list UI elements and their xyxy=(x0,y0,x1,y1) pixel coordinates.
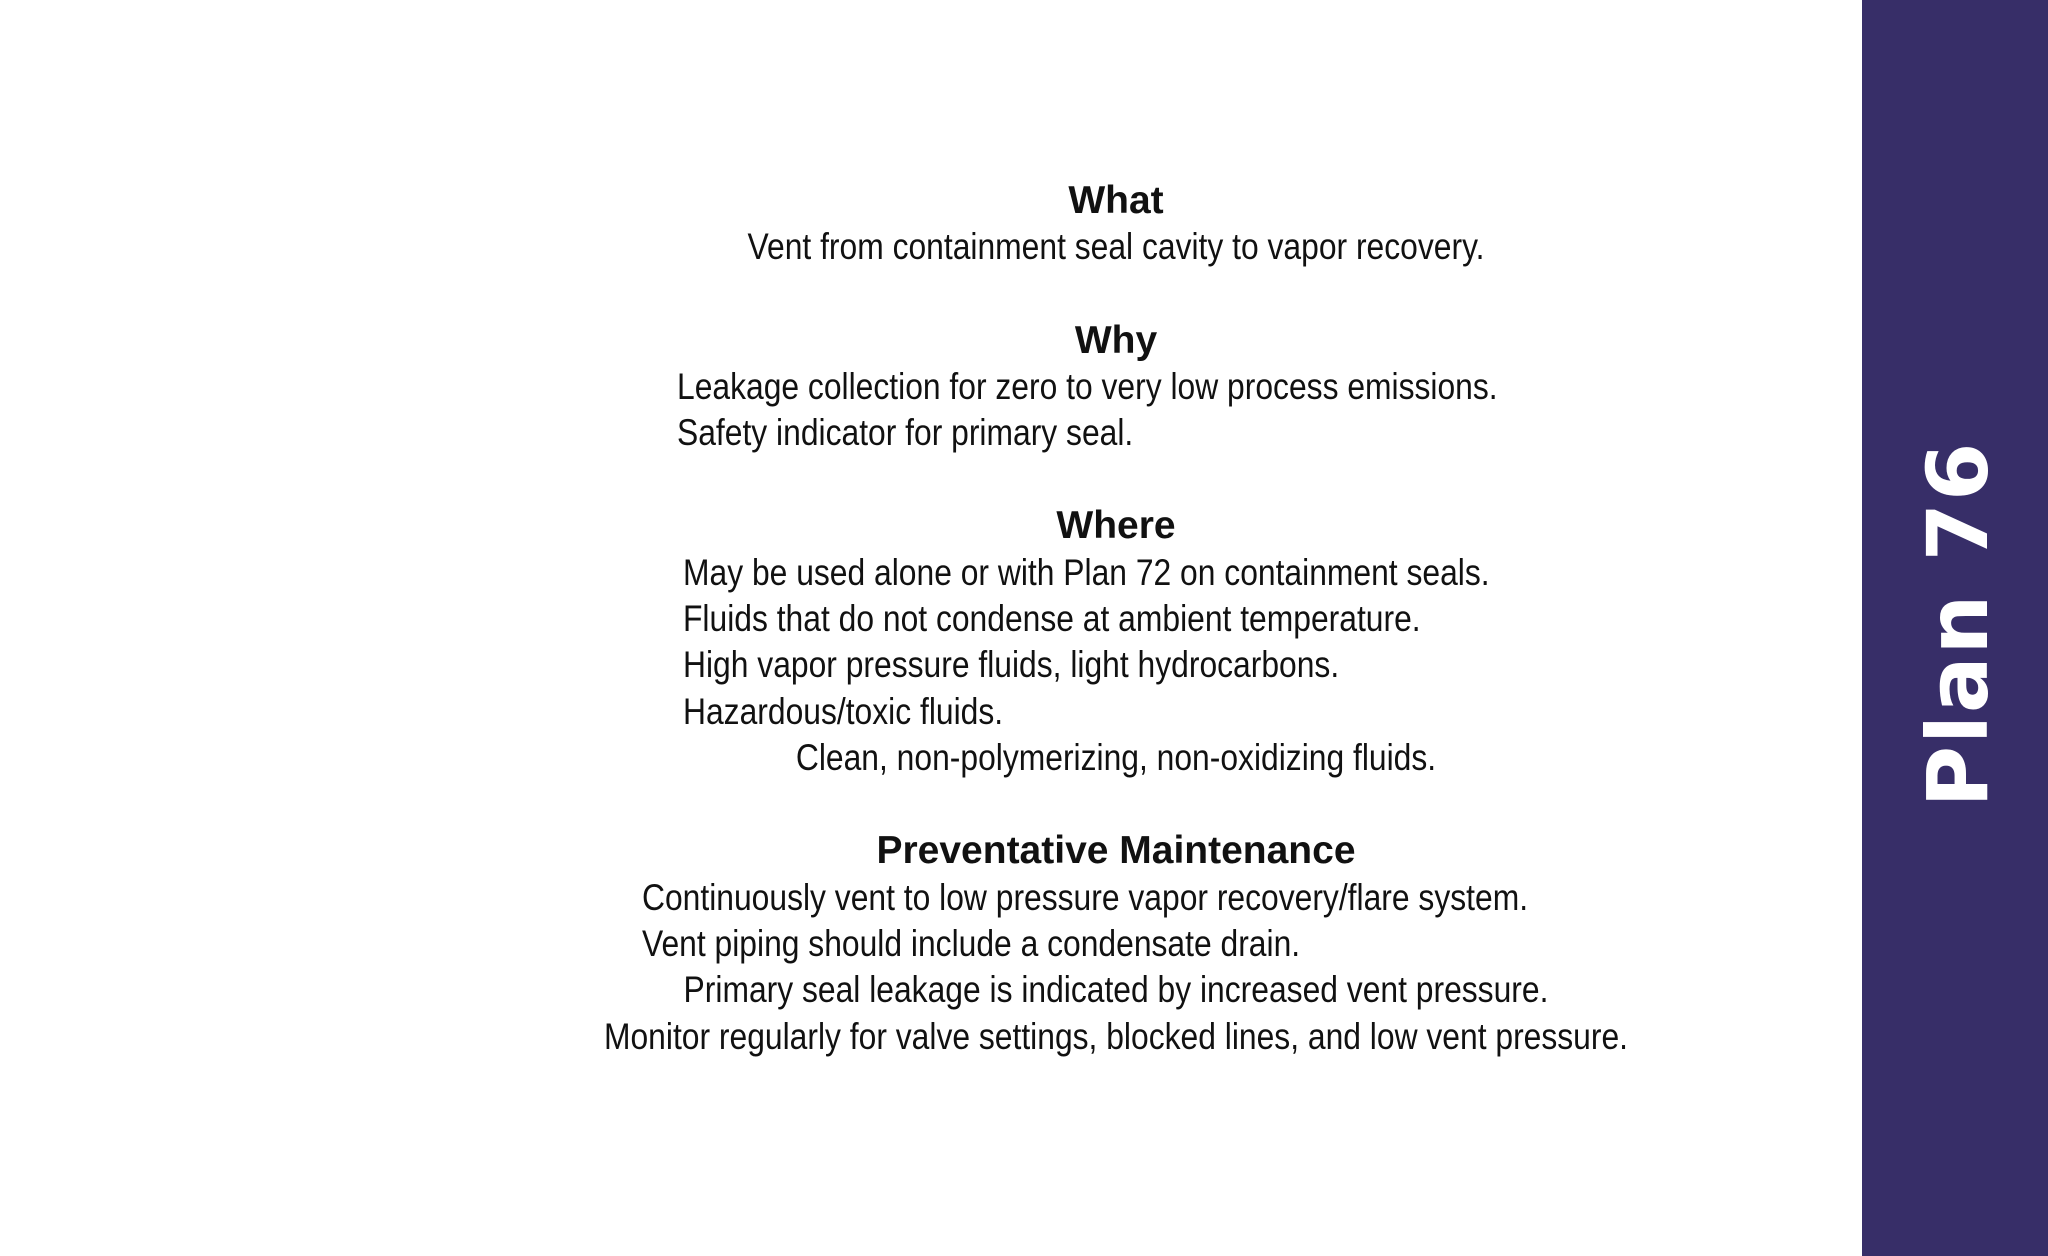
maintenance-heading: Preventative Maintenance xyxy=(876,829,1356,872)
why-line-1: Leakage collection for zero to very low process emissions. xyxy=(677,366,1498,407)
where-line-2: Fluids that do not condense at ambient temperature. xyxy=(683,598,1421,639)
maintenance-line-4: Monitor regularly for valve settings, blocked lines, and low vent pressure. xyxy=(603,1016,1629,1057)
maintenance-line-2: Vent piping should include a condensate drain. xyxy=(642,923,1301,964)
where-line-4: Hazardous/toxic fluids. xyxy=(683,691,1004,732)
where-line-5: Clean, non-polymerizing, non-oxidizing fluids. xyxy=(795,737,1437,778)
where-heading: Where xyxy=(1056,504,1176,547)
where-line-1: May be used alone or with Plan 72 on containment seals. xyxy=(683,552,1490,593)
why-line-2: Safety indicator for primary seal. xyxy=(677,412,1134,453)
what-heading: What xyxy=(1068,179,1164,222)
plan-title: Plan 76 xyxy=(1909,440,2007,808)
where-line-3: High vapor pressure fluids, light hydrocarbons. xyxy=(683,644,1340,685)
what-line-1: Vent from containment seal cavity to vapor recovery. xyxy=(747,226,1485,267)
maintenance-line-1: Continuously vent to low pressure vapor recovery/flare system. xyxy=(642,877,1529,918)
maintenance-line-3: Primary seal leakage is indicated by increased vent pressure. xyxy=(683,969,1549,1010)
why-heading: Why xyxy=(1074,319,1158,362)
